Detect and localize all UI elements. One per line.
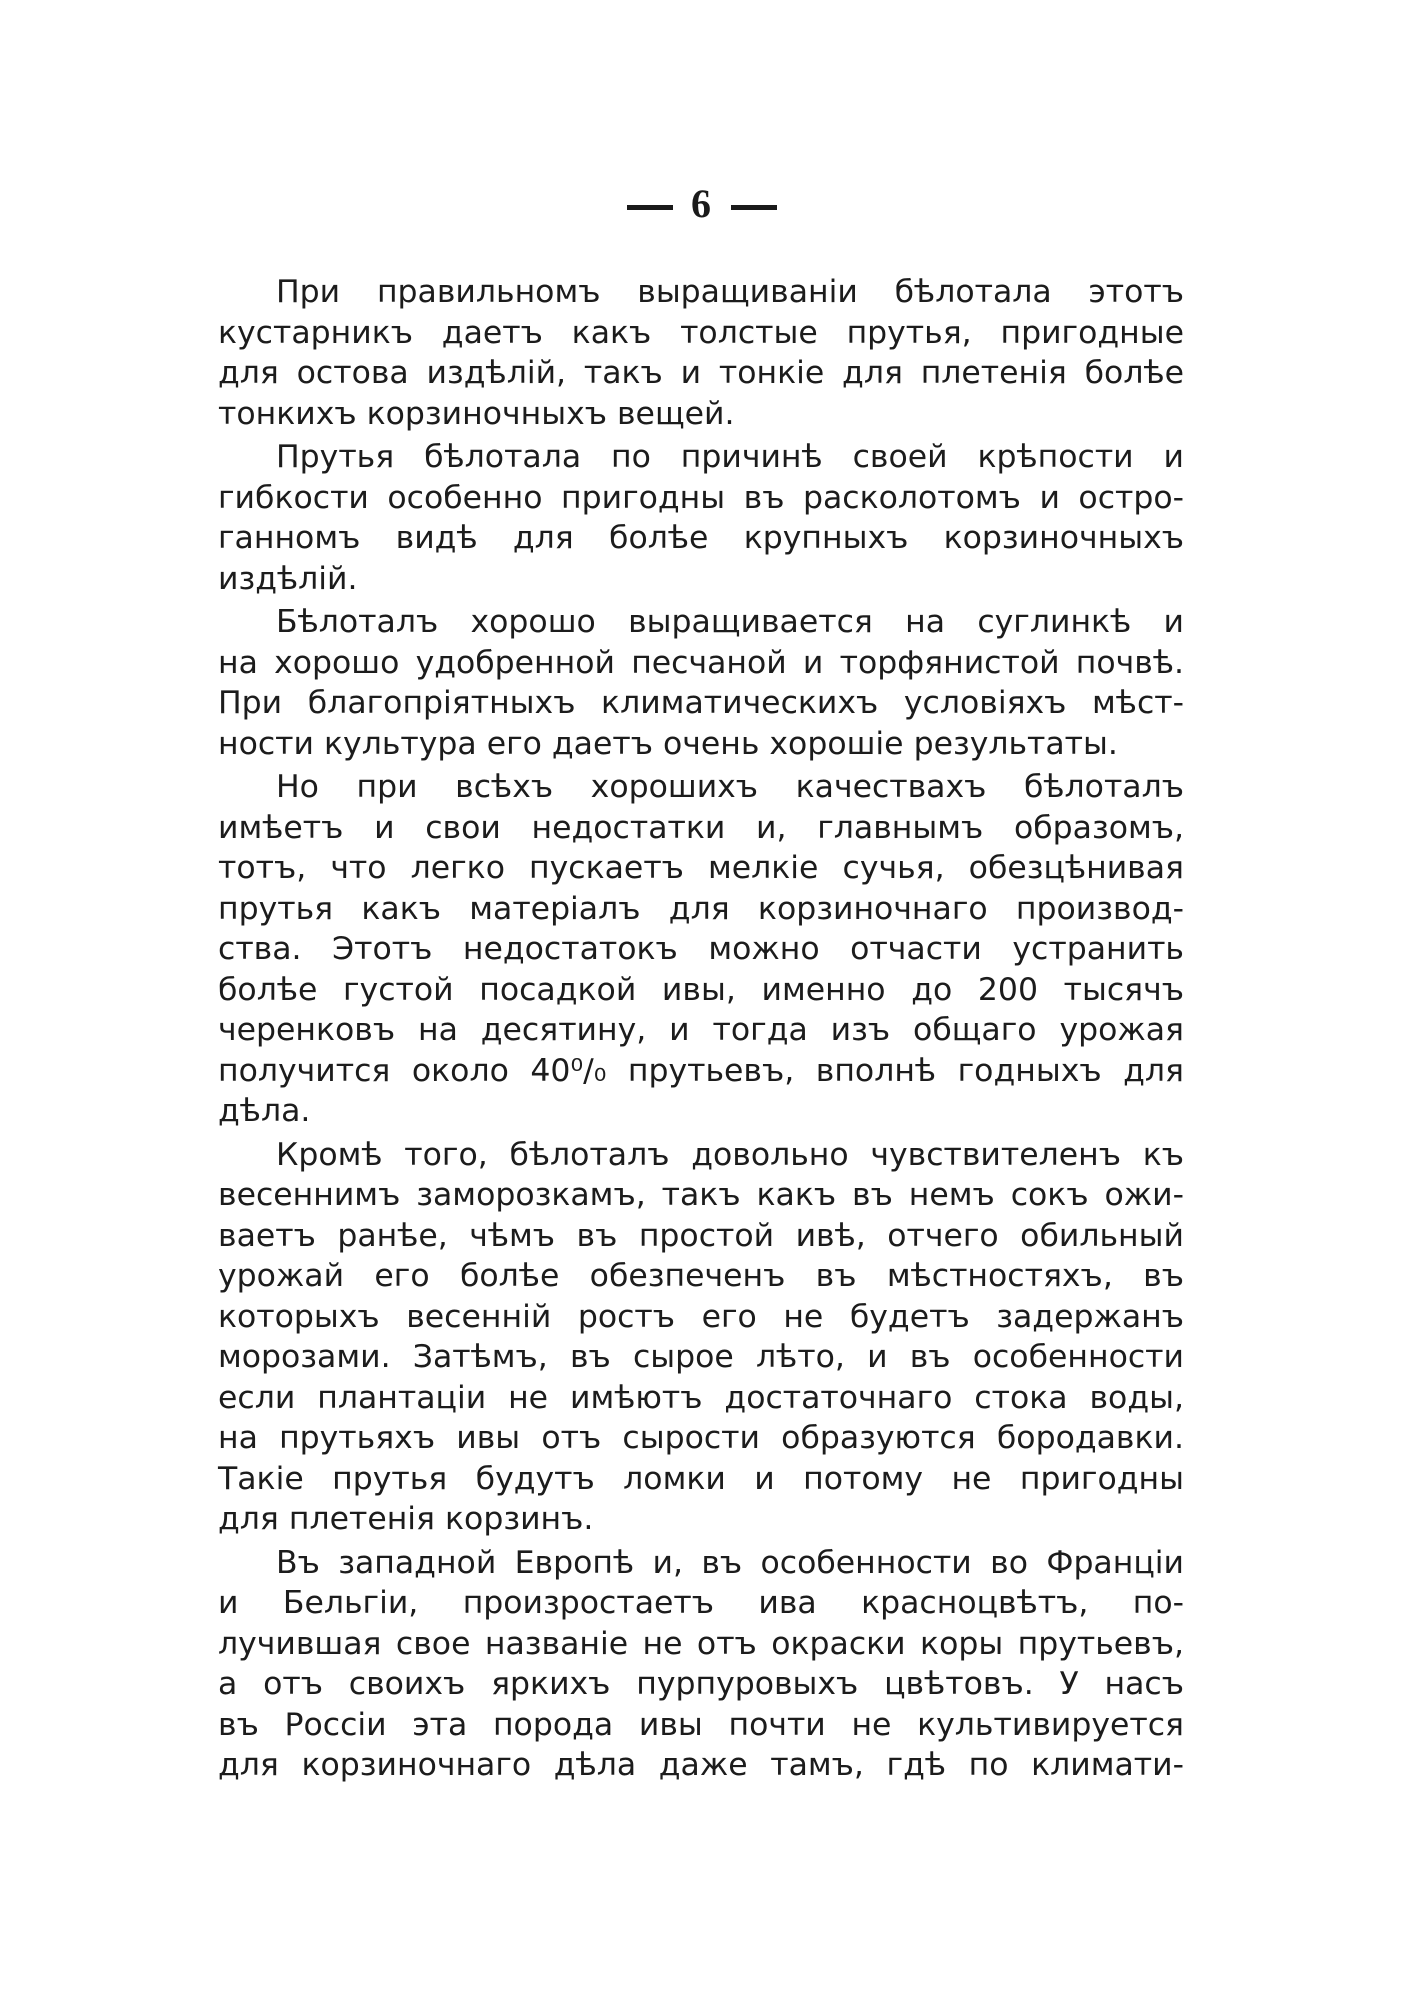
text-line: Въ западной Европѣ и, въ особенности во Францiи xyxy=(276,1544,1184,1581)
text-line: ваетъ ранѣе, чѣмъ въ простой ивѣ, отчего обильный xyxy=(218,1217,1184,1254)
text-line: морозами. Затѣмъ, въ сырое лѣто, и въ особенности xyxy=(218,1339,1184,1375)
paragraph-3 xyxy=(218,602,1184,764)
text-line: на прутьяхъ ивы отъ сырости образуются бородавки. xyxy=(218,1420,1184,1456)
text-line: издѣлiй. xyxy=(218,560,358,597)
text-line: если плантацiи не имѣютъ достаточнаго стока воды, xyxy=(218,1379,1184,1416)
paragraph-5 xyxy=(218,1135,1184,1540)
text-line: гибкости особенно пригодны въ расколотомъ и остро- xyxy=(218,479,1184,516)
text-line: Прутья бѣлотала по причинѣ своей крѣпости и xyxy=(276,439,1184,475)
text-line: для остова издѣлiй, такъ и тонкiе для плетенiя болѣе xyxy=(218,355,1184,391)
paragraph-1 xyxy=(218,272,1184,434)
page-number-value: 6 xyxy=(691,181,713,226)
text-line: урожай его болѣе обезпеченъ въ мѣстностяхъ, въ xyxy=(218,1258,1184,1294)
text-line: которыхъ весеннiй ростъ его не будетъ задержанъ xyxy=(218,1298,1184,1335)
right-dash xyxy=(731,205,777,210)
text-line: прутья какъ матерiалъ для корзиночнаго производ- xyxy=(218,890,1184,927)
text-line: При благопрiятныхъ климатическихъ условiяхъ мѣст- xyxy=(218,685,1184,721)
text-line: болѣе густой посадкой ивы, именно до 200 тысячъ xyxy=(218,971,1184,1008)
text-line: на хорошо удобренной песчаной и торфянистой почвѣ. xyxy=(218,644,1184,681)
text-line: лучившая свое названiе не отъ окраски коры прутьевъ, xyxy=(218,1625,1184,1662)
text-line: имѣетъ и свои недостатки и, главнымъ образомъ, xyxy=(218,809,1184,846)
text-line: ганномъ видѣ для болѣе крупныхъ корзиночныхъ xyxy=(218,520,1184,556)
text-line: для корзиночнаго дѣла даже тамъ, гдѣ по климати- xyxy=(218,1747,1184,1783)
paragraph-6 xyxy=(218,1543,1184,1786)
text-line: для плетенiя корзинъ. xyxy=(218,1501,594,1537)
text-line: Бѣлоталъ хорошо выращивается на суглинкѣ и xyxy=(276,604,1184,640)
text-line: При правильномъ выращиванiи бѣлотала этотъ xyxy=(276,274,1184,310)
body-text xyxy=(218,272,1184,1789)
paragraph-2 xyxy=(218,437,1184,599)
paragraph-4 xyxy=(218,767,1184,1132)
text-line: ности культура его даетъ очень хорошiе результаты. xyxy=(218,725,1118,762)
text-line: Кромѣ того, бѣлоталъ довольно чувствителенъ къ xyxy=(276,1136,1184,1173)
text-line: тотъ, что легко пускаетъ мелкiе сучья, обезцѣнивая xyxy=(218,850,1184,886)
text-line: ства. Этотъ недостатокъ можно отчасти устранить xyxy=(218,931,1184,967)
text-line: кустарникъ даетъ какъ толстые прутья, пригодные xyxy=(218,314,1184,351)
text-line: получится около 40⁰/₀ прутьевъ, вполнѣ годныхъ для xyxy=(218,1052,1184,1089)
text-line: тонкихъ корзиночныхъ вещей. xyxy=(218,395,735,432)
text-line: въ Россiи эта порода ивы почти не культивируется xyxy=(218,1706,1184,1743)
text-line: Такiе прутья будутъ ломки и потому не пригодны xyxy=(218,1460,1184,1497)
text-line: а отъ своихъ яркихъ пурпуровыхъ цвѣтовъ. У насъ xyxy=(218,1666,1184,1702)
text-line: черенковъ на десятину, и тогда изъ общаго урожая xyxy=(218,1012,1184,1048)
text-line: весеннимъ заморозкамъ, такъ какъ въ немъ сокъ ожи- xyxy=(218,1177,1184,1213)
page-number xyxy=(0,180,1404,227)
text-line: дѣла. xyxy=(218,1093,311,1129)
text-line: и Бельгiи, произростаетъ ива красноцвѣтъ, по- xyxy=(218,1585,1184,1621)
text-line: Но при всѣхъ хорошихъ качествахъ бѣлоталъ xyxy=(276,769,1184,805)
left-dash xyxy=(627,205,673,210)
